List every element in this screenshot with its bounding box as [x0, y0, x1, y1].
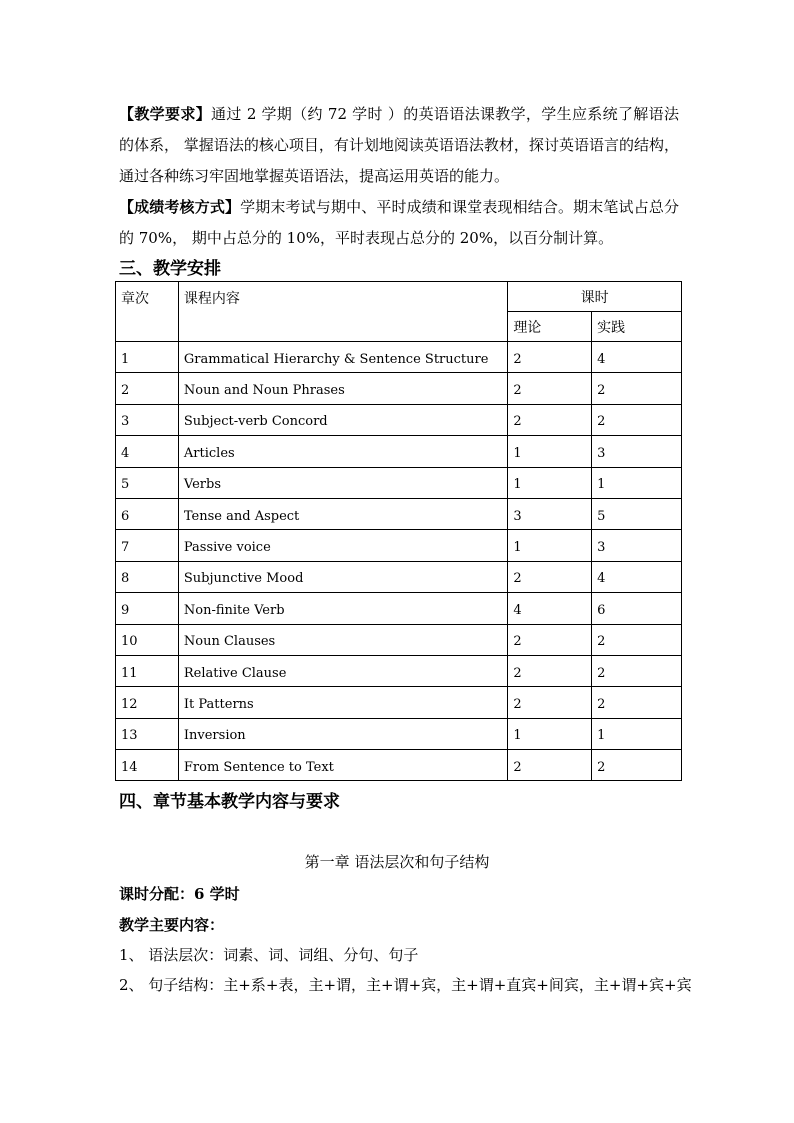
- practice-cell: 2: [592, 750, 682, 781]
- theory-cell: 4: [508, 593, 592, 624]
- chapter-cell: 5: [116, 467, 179, 498]
- practice-cell: 2: [592, 655, 682, 686]
- table-row: [116, 467, 682, 498]
- theory-cell: 1: [508, 467, 592, 498]
- theory-cell: 2: [508, 750, 592, 781]
- header-theory: 理论: [508, 312, 592, 342]
- header-content: 课程内容: [178, 282, 507, 342]
- table-row: [116, 718, 682, 749]
- content-cell: Grammatical Hierarchy & Sentence Structure: [178, 342, 507, 373]
- practice-cell: 2: [592, 624, 682, 655]
- content-cell: Tense and Aspect: [178, 498, 507, 529]
- theory-cell: 2: [508, 561, 592, 592]
- theory-cell: 2: [508, 655, 592, 686]
- chapter-cell: 13: [116, 718, 179, 749]
- practice-cell: 4: [592, 561, 682, 592]
- section-heading-teaching-arrangement: 三、教学安排: [119, 259, 221, 279]
- table-row: [116, 404, 682, 435]
- content-item-1: 1、 语法层次：词素、词、词组、分句、句子: [119, 946, 419, 964]
- table-row: [116, 750, 682, 781]
- table-row: [116, 436, 682, 467]
- chapter-cell: 12: [116, 687, 179, 718]
- table-row: [116, 342, 682, 373]
- practice-cell: 4: [592, 342, 682, 373]
- table-row: [116, 530, 682, 561]
- table-row: [116, 498, 682, 529]
- chapter-cell: 8: [116, 561, 179, 592]
- section-heading-chapter-content: 四、章节基本教学内容与要求: [119, 792, 340, 812]
- theory-cell: 2: [508, 373, 592, 404]
- practice-cell: 3: [592, 436, 682, 467]
- practice-cell: 1: [592, 718, 682, 749]
- theory-cell: 2: [508, 624, 592, 655]
- chapter-cell: 14: [116, 750, 179, 781]
- chapter-cell: 7: [116, 530, 179, 561]
- content-cell: Subject-verb Concord: [178, 404, 507, 435]
- theory-cell: 1: [508, 530, 592, 561]
- content-cell: From Sentence to Text: [178, 750, 507, 781]
- chapter-cell: 4: [116, 436, 179, 467]
- chapter-cell: 9: [116, 593, 179, 624]
- content-cell: Subjunctive Mood: [178, 561, 507, 592]
- assessment-label: 【成绩考核方式】: [119, 198, 241, 216]
- content-cell: Articles: [178, 436, 507, 467]
- content-cell: It Patterns: [178, 687, 507, 718]
- practice-cell: 2: [592, 373, 682, 404]
- main-content-label: 教学主要内容：: [119, 916, 225, 934]
- theory-cell: 1: [508, 718, 592, 749]
- assessment-paragraph: [119, 192, 679, 254]
- table-row: [116, 624, 682, 655]
- chapter-1-title: 第一章 语法层次和句子结构: [304, 853, 490, 871]
- header-chapter: 章次: [116, 282, 179, 342]
- chapter-cell: 3: [116, 404, 179, 435]
- table-header-row: [116, 282, 682, 312]
- theory-cell: 2: [508, 342, 592, 373]
- content-cell: Noun Clauses: [178, 624, 507, 655]
- practice-cell: 6: [592, 593, 682, 624]
- content-item-2: 2、 句子结构：主+系+表，主+谓，主+谓+宾，主+谓+直宾+间宾，主+谓+宾+宾: [119, 976, 692, 994]
- chapter-cell: 1: [116, 342, 179, 373]
- table-row: [116, 373, 682, 404]
- table-row: [116, 655, 682, 686]
- practice-cell: 5: [592, 498, 682, 529]
- chapter-cell: 11: [116, 655, 179, 686]
- assessment-text: 学期末考试与期中、平时成绩和课堂表现相结合。期末笔试占总分的 70%， 期中占总分的 10%，平时表现占总分的 20%，以百分制计算。: [119, 198, 679, 247]
- hours-allocation: 课时分配：6 学时: [119, 885, 240, 903]
- schedule-table: [115, 281, 682, 781]
- theory-cell: 3: [508, 498, 592, 529]
- content-cell: Non-finite Verb: [178, 593, 507, 624]
- theory-cell: 1: [508, 436, 592, 467]
- content-cell: Passive voice: [178, 530, 507, 561]
- chapter-cell: 2: [116, 373, 179, 404]
- content-cell: Noun and Noun Phrases: [178, 373, 507, 404]
- table-row: [116, 561, 682, 592]
- practice-cell: 2: [592, 687, 682, 718]
- table-row: [116, 593, 682, 624]
- header-hours: 课时: [508, 282, 682, 312]
- table-row: [116, 687, 682, 718]
- practice-cell: 1: [592, 467, 682, 498]
- content-cell: Verbs: [178, 467, 507, 498]
- teaching-requirements-paragraph: [119, 99, 679, 192]
- theory-cell: 2: [508, 687, 592, 718]
- teaching-requirements-label: 【教学要求】: [119, 105, 212, 123]
- theory-cell: 2: [508, 404, 592, 435]
- content-cell: Relative Clause: [178, 655, 507, 686]
- teaching-requirements-text: 通过 2 学期（约 72 学时 ）的英语语法课教学，学生应系统了解语法的体系， 掌握语法的核心项目，有计划地阅读英语语法教材，探讨英语语言的结构，通过各种练习牢固地掌握英语语法，提高运用英语的能力。: [119, 105, 679, 185]
- practice-cell: 2: [592, 404, 682, 435]
- chapter-cell: 6: [116, 498, 179, 529]
- header-practice: 实践: [592, 312, 682, 342]
- chapter-cell: 10: [116, 624, 179, 655]
- practice-cell: 3: [592, 530, 682, 561]
- content-cell: Inversion: [178, 718, 507, 749]
